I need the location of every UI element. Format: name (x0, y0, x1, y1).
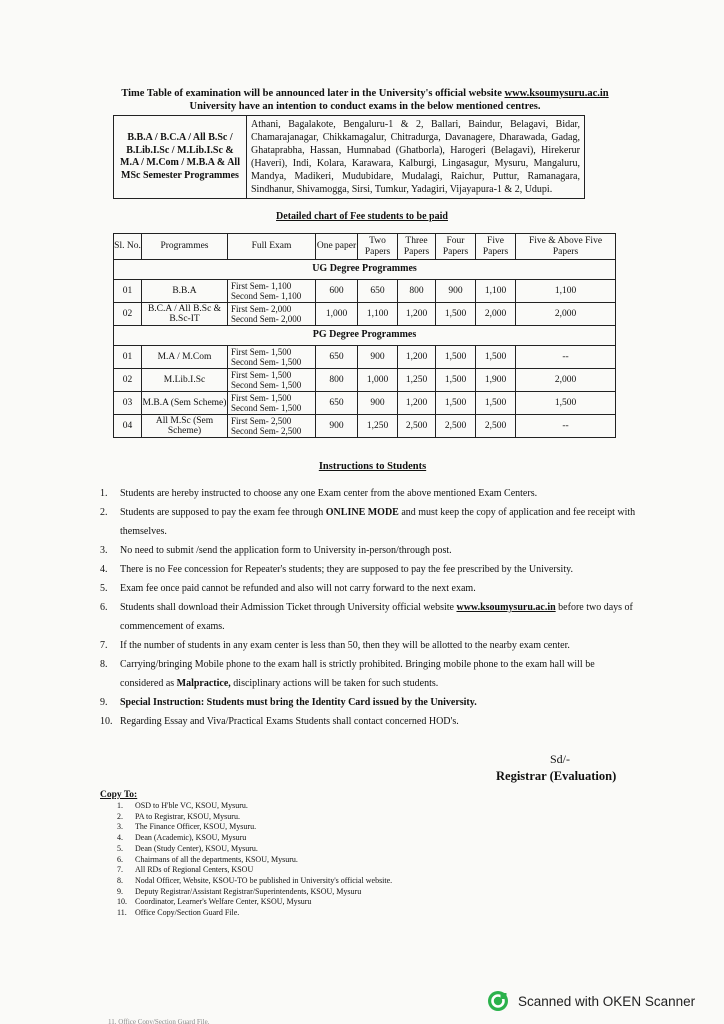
cell-above-five: 2,000 (516, 369, 616, 392)
first-sem-fee: First Sem- 1,100 (231, 280, 292, 291)
cell-four-papers: 1,500 (436, 346, 476, 369)
cell-five-papers: 2,500 (476, 415, 516, 438)
cell-four-papers: 1,500 (436, 303, 476, 326)
cell-three-papers: 1,200 (398, 303, 436, 326)
cell-two-papers: 1,250 (358, 415, 398, 438)
cell-five-papers: 1,900 (476, 369, 516, 392)
pg-section-label: PG Degree Programmes (114, 326, 616, 346)
cell-three-papers: 1,250 (398, 369, 436, 392)
cell-three-papers: 1,200 (398, 392, 436, 415)
centres-list-cell: Athani, Bagalakote, Bengaluru-1 & 2, Ballari, Baindur, Belagavi, Bidar, Chamarajanagar, Chikkamagalur, Chitradurga, Davanagere, Dharawada, Gadag, Ghataprabha, Hassan, Humnabad (Ghatborla), Harogeri (Belagavi), Hirekerur (Haveri), Indi, Kolara, Karawara, Kalburgi, Lingasagur, Mysuru, Mangaluru, Mandya, Madikeri, Mudubidare, Mudalagi, Raichur, Puttur, Ramanagara, Sindhanur, Shivamogga, Sirsi, Tumkur, Yadagiri, Vijayapura-1 & 2, Udupi. (247, 116, 585, 199)
instruction-item: 4. There is no Fee concession for Repeater's students; they are supposed to pay the fee prescribed by the University. (100, 564, 573, 575)
cell-two-papers: 900 (358, 392, 398, 415)
cropped-footer-text: 11. Office Copy/Section Guard File. (108, 1018, 210, 1024)
cell-one-paper: 800 (316, 369, 358, 392)
list-item: 2. PA to Registrar, KSOU, Mysuru. (117, 811, 240, 821)
header-four-papers: Four Papers (436, 234, 476, 260)
cell-programme: B.B.A (142, 280, 228, 303)
cell-four-papers: 2,500 (436, 415, 476, 438)
header-sl: Sl. No. (114, 234, 142, 260)
cell-above-five: -- (516, 346, 616, 369)
header-five-papers: Five Papers (476, 234, 516, 260)
cell-full-exam (228, 415, 316, 438)
table-row (114, 280, 616, 303)
fee-chart-table (113, 233, 616, 438)
cell-one-paper: 600 (316, 280, 358, 303)
signature-sd: Sd/- (550, 752, 571, 766)
cell-three-papers: 2,500 (398, 415, 436, 438)
cell-full-exam (228, 369, 316, 392)
intro-line2: University have an intention to conduct exams in the below mentioned centres. (189, 101, 541, 112)
fee-header-row (114, 234, 616, 260)
instruction-item: 5. Exam fee once paid cannot be refunded and also will not carry forward to the next exam. (100, 583, 476, 594)
first-sem-fee: First Sem- 1,500 (231, 369, 292, 380)
cell-sl: 02 (114, 369, 142, 392)
cell-five-papers: 1,100 (476, 280, 516, 303)
cell-above-five: 1,100 (516, 280, 616, 303)
list-item: 1. OSD to H'ble VC, KSOU, Mysuru. (117, 801, 248, 810)
cell-full-exam (228, 392, 316, 415)
exam-centres-table (113, 115, 585, 199)
list-item: 3. The Finance Officer, KSOU, Mysuru. (117, 822, 257, 832)
list-item: 9. Deputy Registrar/Assistant Registrar/Superintendents, KSOU, Mysuru (117, 886, 362, 896)
list-item: 10. Coordinator, Learner's Welfare Center, KSOU, Mysuru (117, 897, 312, 907)
cell-two-papers: 1,100 (358, 303, 398, 326)
intro-notice (100, 87, 630, 113)
scanner-logo-icon (487, 990, 509, 1012)
second-sem-fee: Second Sem- 1,100 (231, 291, 302, 301)
instruction-item: 9. Special Instruction: Students must bring the Identity Card issued by the University. (100, 697, 477, 708)
cell-sl: 01 (114, 346, 142, 369)
cell-programme: B.C.A / All B.Sc & B.Sc-IT (142, 303, 228, 326)
intro-line1: Time Table of examination will be announced later in the University's official website (121, 88, 505, 99)
table-row (114, 369, 616, 392)
list-item: 11. Office Copy/Section Guard File. (117, 908, 240, 918)
cell-programme: M.B.A (Sem Scheme) (142, 392, 228, 415)
centres-programmes-cell: B.B.A / B.C.A / All B.Sc / B.Lib.I.Sc / M.Lib.I.Sc & M.A / M.Com / M.B.A & All MSc Semester Programmes (114, 116, 247, 199)
instruction-item: 8. Carrying/bringing Mobile phone to the exam hall is strictly prohibited. Bringing mobile phone to the exam hall will be considered as Malpractice, disciplinary actions will be taken for such students. (100, 659, 595, 689)
copy-to-list (117, 801, 392, 919)
copy-to-heading: Copy To: (100, 790, 138, 800)
cell-three-papers: 1,200 (398, 346, 436, 369)
cell-full-exam (228, 280, 316, 303)
cell-five-papers: 1,500 (476, 392, 516, 415)
header-three-papers: Three Papers (398, 234, 436, 260)
first-sem-fee: First Sem- 2,000 (231, 303, 292, 314)
ug-section-label: UG Degree Programmes (114, 260, 616, 280)
instruction-item: 10. Regarding Essay and Viva/Practical Exams Students shall contact concerned HOD's. (100, 716, 459, 727)
cell-programme: All M.Sc (Sem Scheme) (142, 415, 228, 438)
cell-five-papers: 1,500 (476, 346, 516, 369)
header-two-papers: Two Papers (358, 234, 398, 260)
cell-three-papers: 800 (398, 280, 436, 303)
cell-four-papers: 1,500 (436, 369, 476, 392)
first-sem-fee: First Sem- 2,500 (231, 415, 292, 426)
table-row (114, 303, 616, 326)
cell-sl: 03 (114, 392, 142, 415)
instruction-item: 6. Students shall download their Admission Ticket through University official website www.ksoumysuru.ac.in before two days of commencement of exams. (100, 602, 633, 632)
instructions-title: Instructions to Students (318, 461, 427, 472)
website-link[interactable]: www.ksoumysuru.ac.in (504, 88, 609, 99)
website-link[interactable]: www.ksoumysuru.ac.in (456, 602, 556, 613)
first-sem-fee: First Sem- 1,500 (231, 346, 292, 357)
instruction-item: 2. Students are supposed to pay the exam fee through ONLINE MODE and must keep the copy of application and fee receipt with themselves. (100, 507, 636, 537)
cell-one-paper: 650 (316, 346, 358, 369)
second-sem-fee: Second Sem- 1,500 (231, 380, 302, 390)
cell-one-paper: 650 (316, 392, 358, 415)
cell-programme: M.A / M.Com (142, 346, 228, 369)
scanner-label: Scanned with OKEN Scanner (518, 993, 696, 1009)
list-item: 6. Chairmans of all the departments, KSOU, Mysuru. (117, 854, 298, 864)
table-row (114, 346, 616, 369)
cell-full-exam (228, 303, 316, 326)
header-full-exam: Full Exam (228, 234, 316, 260)
instructions-list (100, 484, 640, 731)
second-sem-fee: Second Sem- 1,500 (231, 403, 302, 413)
fee-chart-title: Detailed chart of Fee students to be paid (276, 211, 448, 222)
scanner-watermark (487, 990, 695, 1012)
instruction-item: 1. Students are hereby instructed to choose any one Exam center from the above mentioned Exam Centers. (100, 488, 538, 499)
signatory-title: Registrar (Evaluation) (496, 769, 617, 783)
first-sem-fee: First Sem- 1,500 (231, 392, 292, 403)
instruction-item: 7. If the number of students in any exam center is less than 50, then they will be allotted to the nearby exam center. (100, 640, 570, 651)
cell-programme: M.Lib.I.Sc (142, 369, 228, 392)
second-sem-fee: Second Sem- 2,500 (231, 426, 302, 436)
cell-above-five: -- (516, 415, 616, 438)
cell-two-papers: 900 (358, 346, 398, 369)
cell-two-papers: 1,000 (358, 369, 398, 392)
list-item: 5. Dean (Study Center), KSOU, Mysuru. (117, 843, 258, 853)
cell-sl: 02 (114, 303, 142, 326)
section-row-ug (114, 260, 616, 280)
list-item: 4. Dean (Academic), KSOU, Mysuru (117, 833, 247, 843)
cell-one-paper: 900 (316, 415, 358, 438)
cell-above-five: 1,500 (516, 392, 616, 415)
instruction-item: 3. No need to submit /send the application form to University in-person/through post. (100, 545, 452, 556)
header-programmes: Programmes (142, 234, 228, 260)
cell-one-paper: 1,000 (316, 303, 358, 326)
cell-above-five: 2,000 (516, 303, 616, 326)
table-row (114, 415, 616, 438)
second-sem-fee: Second Sem- 2,000 (231, 314, 302, 324)
cell-four-papers: 1,500 (436, 392, 476, 415)
cell-full-exam (228, 346, 316, 369)
table-row (114, 392, 616, 415)
header-above-five: Five & Above Five Papers (516, 234, 616, 260)
second-sem-fee: Second Sem- 1,500 (231, 357, 302, 367)
list-item: 7. All RDs of Regional Centers, KSOU (117, 865, 254, 875)
cell-two-papers: 650 (358, 280, 398, 303)
cell-five-papers: 2,000 (476, 303, 516, 326)
cell-sl: 04 (114, 415, 142, 438)
section-row-pg (114, 326, 616, 346)
list-item: 8. Nodal Officer, Website, KSOU-TO be published in University's official website. (117, 875, 393, 885)
cell-four-papers: 900 (436, 280, 476, 303)
header-one-paper: One paper (316, 234, 358, 260)
cell-sl: 01 (114, 280, 142, 303)
